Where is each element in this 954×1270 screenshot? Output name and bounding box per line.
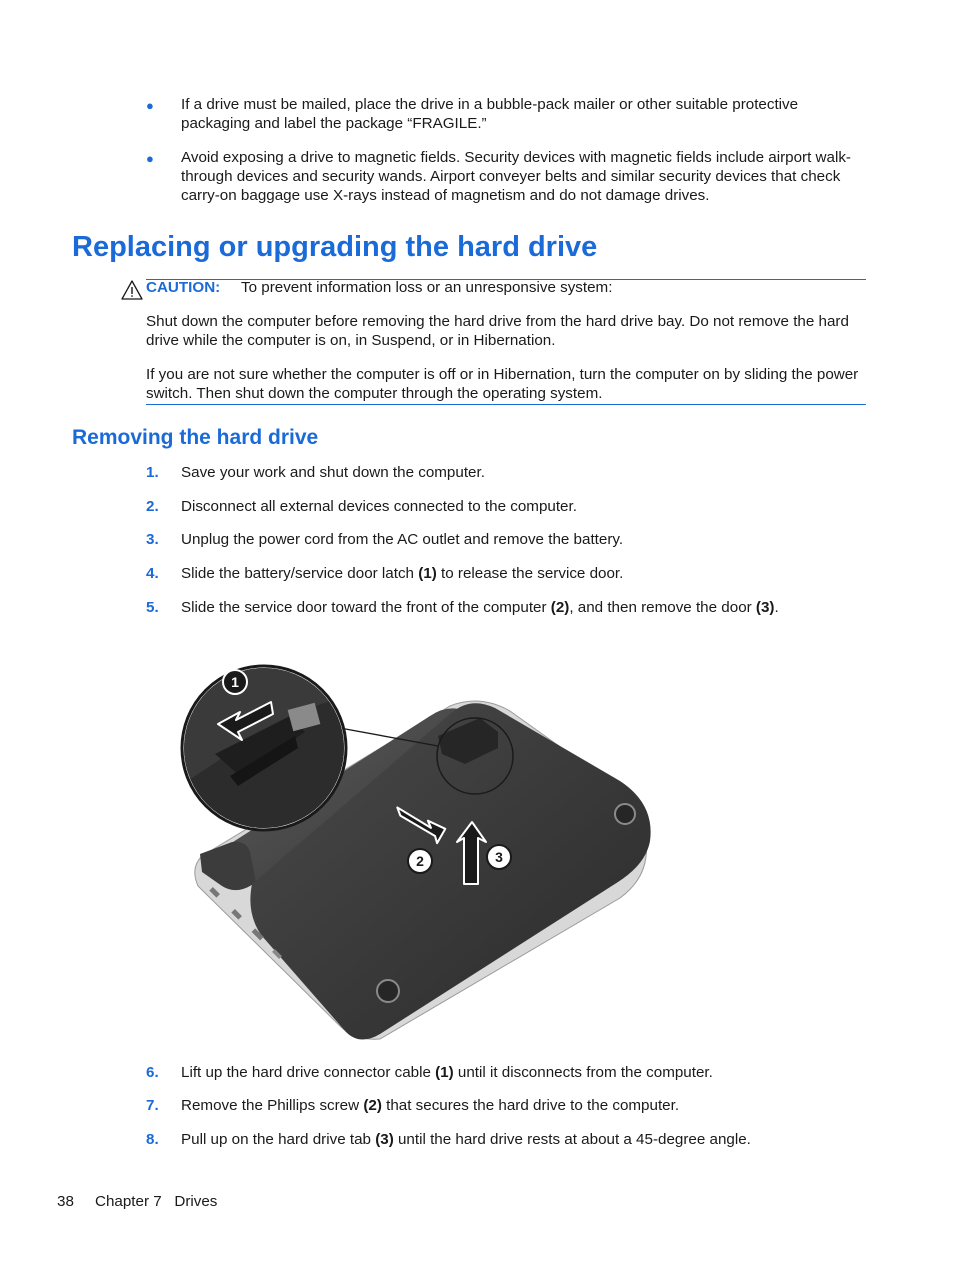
bullet-text: If a drive must be mailed, place the drive in a bubble-pack mailer or other suitable protective packaging and label the package “FRAGILE.” (181, 96, 799, 132)
caution-bottom-rule (146, 404, 866, 405)
step-text: Disconnect all external devices connected to the computer. (181, 498, 577, 515)
step-text: Pull up on the hard drive tab (3) until the hard drive rests at about a 45-degree angle. (181, 1131, 751, 1148)
chapter-title: Chapter 7 Drives (95, 1193, 218, 1210)
step-text: Save your work and shut down the computer. (181, 464, 485, 481)
page-number: 38 (57, 1193, 74, 1210)
caution-label: CAUTION: (146, 279, 221, 296)
bullet-marker: ● (146, 98, 154, 113)
bullet-text: Avoid exposing a drive to magnetic fields. Security devices with magnetic fields include airport walk-through devices and security wands. Airport conveyer belts and similar security devices that check carry-on baggage use X-rays instead of magnetism and do not damage drives. (181, 149, 851, 204)
caution-paragraph: If you are not sure whether the computer is off or in Hibernation, turn the computer on by sliding the power switch. Then shut down the computer through the operating system. (146, 366, 859, 402)
caution-paragraph: Shut down the computer before removing the hard drive from the hard drive bay. Do not remove the hard drive while the computer is on, in Suspend, or in Hibernation. (146, 313, 849, 349)
step-text: Lift up the hard drive connector cable (1) until it disconnects from the computer. (181, 1064, 713, 1081)
caution-warning-icon (121, 280, 143, 300)
step-number: 8. (146, 1131, 159, 1148)
step-number: 7. (146, 1097, 159, 1114)
callout-3 (487, 845, 511, 869)
step-text: Remove the Phillips screw (2) that secures the hard drive to the computer. (181, 1097, 680, 1114)
callout-2 (408, 849, 432, 873)
step-number: 1. (146, 464, 159, 481)
callout-1 (223, 670, 247, 694)
svg-text:3: 3 (495, 849, 503, 865)
service-door-illustration (180, 636, 670, 1048)
caution-text: To prevent information loss or an unresponsive system: (241, 279, 613, 296)
step-text: Unplug the power cord from the AC outlet and remove the battery. (181, 531, 624, 548)
svg-text:1: 1 (231, 674, 239, 690)
step-number: 4. (146, 565, 159, 582)
step-text: Slide the battery/service door latch (1) to release the service door. (181, 565, 624, 582)
step-number: 2. (146, 498, 159, 515)
step-number: 3. (146, 531, 159, 548)
bullet-marker: ● (146, 151, 154, 166)
subsection-title: Removing the hard drive (72, 426, 319, 449)
step-number: 5. (146, 599, 159, 616)
section-title: Replacing or upgrading the hard drive (72, 231, 598, 263)
step-text: Slide the service door toward the front of the computer (2), and then remove the door (3). (181, 599, 779, 616)
step-number: 6. (146, 1064, 159, 1081)
svg-text:2: 2 (416, 853, 424, 869)
